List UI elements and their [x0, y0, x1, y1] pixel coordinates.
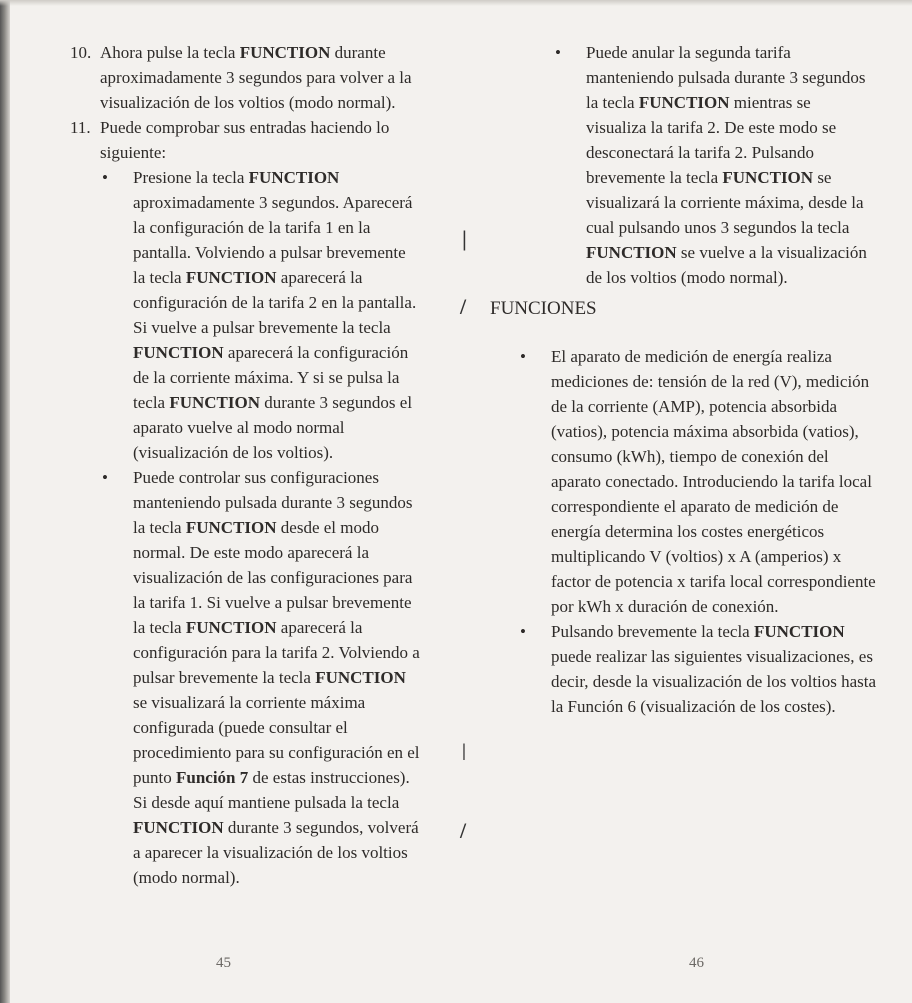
bullet-text: Puede controlar sus configuraciones manteniendo pulsada durante 3 segundos la tecla — [133, 468, 413, 537]
bullet-item-control-settings — [100, 465, 420, 890]
bullet-text: se vuelve a la visualización de los voltios (modo normal). — [586, 243, 867, 287]
bullet-dot: • — [102, 168, 108, 187]
bullet-text: durante 3 segundos, volverá a aparecer la visualización de los voltios (modo normal). — [133, 818, 419, 887]
list-item-10 — [70, 40, 420, 115]
bullet-text: aproximadamente 3 segundos. Aparecerá la configuración de la tarifa 1 en la pantalla. Volviendo a pulsar brevemente la tecla — [133, 193, 413, 287]
book-spine-shadow — [0, 0, 10, 1003]
keyword-function: FUNCTION — [169, 393, 261, 412]
right-page-column — [553, 40, 873, 290]
keyword-function: FUNCTION — [722, 168, 814, 187]
bullet-text: aparecerá la configuración de la corriente máxima. Y si se pulsa la tecla — [133, 343, 409, 412]
keyword-function: FUNCTION — [586, 243, 677, 262]
bullet-text: mientras se visualiza la tarifa 2. De este modo se desconectará la tarifa 2. Pulsando brevemente la tecla — [586, 93, 837, 187]
bullet-text: desde el modo normal. De este modo aparecerá la visualización de las configuraciones para la tarifa 1. Si vuelve a pulsar brevemente la tecla — [133, 518, 413, 637]
functions-list — [518, 344, 878, 719]
bullet-dot: • — [520, 347, 526, 366]
keyword-function: FUNCTION — [185, 518, 277, 537]
keyword-function: FUNCTION — [239, 43, 331, 62]
bullet-item-cancel-tariff — [553, 40, 873, 290]
bullet-text: aparecerá la configuración para la tarifa 2. Volviendo a pulsar brevemente la tecla — [133, 618, 420, 687]
bullet-dot: • — [555, 43, 561, 62]
item-text: durante aproximadamente 3 segundos para volver a la visualización de los voltios (modo normal). — [100, 43, 412, 112]
bullet-text: Presione la tecla — [133, 168, 249, 187]
bullet-dot: • — [102, 468, 108, 487]
list-item-11 — [70, 115, 420, 165]
margin-mark: | — [462, 740, 466, 760]
item-number: 11. — [70, 118, 91, 137]
item-text: Puede comprobar sus entradas haciendo lo siguiente: — [100, 118, 390, 162]
bullet-text: Puede anular la segunda tarifa manteniendo pulsada durante 3 segundos la tecla — [586, 43, 866, 112]
bullet-item-measurements — [518, 344, 878, 619]
sub-bullet-list — [70, 165, 420, 890]
bullet-text: aparecerá la configuración de la tarifa 2 en la pantalla. Si vuelve a pulsar brevemente la tecla — [133, 268, 417, 337]
bullet-item-display-modes — [518, 619, 878, 719]
keyword-function: FUNCTION — [133, 343, 224, 362]
page-number-right: 46 — [689, 955, 704, 971]
bullet-text: El aparato de medición de energía realiza mediciones de: tensión de la red (V), medición de la corriente (AMP), potencia absorbida (vatios), potencia máxima absorbida (vatios), consumo (kWh), tiempo de conexión del aparato conectado. Introduciendo la tarifa local correspondiente el aparato de medición de energía determina los costes energéticos multiplicando V (voltios) x A (amperios) x factor de potencia x tarifa local correspondiente por kWh x duración de conexión. — [551, 347, 876, 616]
item-text: Ahora pulse la tecla — [100, 43, 240, 62]
bullet-text: puede realizar las siguientes visualizaciones, es decir, desde la visualización de los voltios hasta la Función 6 (visualización de los costes). — [551, 647, 877, 716]
left-page-column — [70, 40, 420, 890]
keyword-function: FUNCTION — [185, 618, 277, 637]
keyword-function: FUNCTION — [753, 622, 845, 641]
keyword-function: FUNCTION — [185, 268, 277, 287]
bullet-text: Pulsando brevemente la tecla — [551, 622, 754, 641]
margin-mark: / — [460, 294, 467, 319]
bullet-dot: • — [520, 622, 526, 641]
section-heading: FUNCIONES — [490, 298, 597, 319]
bullet-text: durante 3 segundos el aparato vuelve al modo normal (visualización de los voltios). — [133, 393, 413, 462]
bullet-text: de estas instrucciones). Si desde aquí mantiene pulsada la tecla — [133, 768, 410, 812]
margin-mark: / — [460, 818, 467, 843]
margin-mark: | — [462, 226, 467, 251]
page-number-left: 45 — [216, 955, 231, 971]
keyword-function: FUNCTION — [638, 93, 730, 112]
keyword-function: FUNCTION — [248, 168, 340, 187]
item-number: 10. — [70, 43, 92, 62]
page-top-shadow — [0, 0, 912, 6]
keyword-function: FUNCTION — [133, 818, 224, 837]
keyword-funcion-7: Función 7 — [175, 768, 249, 787]
bullet-item-check-settings — [100, 165, 420, 465]
bullet-text: se visualizará la corriente máxima, desde la cual pulsando unos 3 segundos la tecla — [586, 168, 864, 237]
bullet-text: se visualizará la corriente máxima configurada (puede consultar el procedimiento para su configuración en el punto — [133, 693, 420, 787]
keyword-function: FUNCTION — [315, 668, 406, 687]
